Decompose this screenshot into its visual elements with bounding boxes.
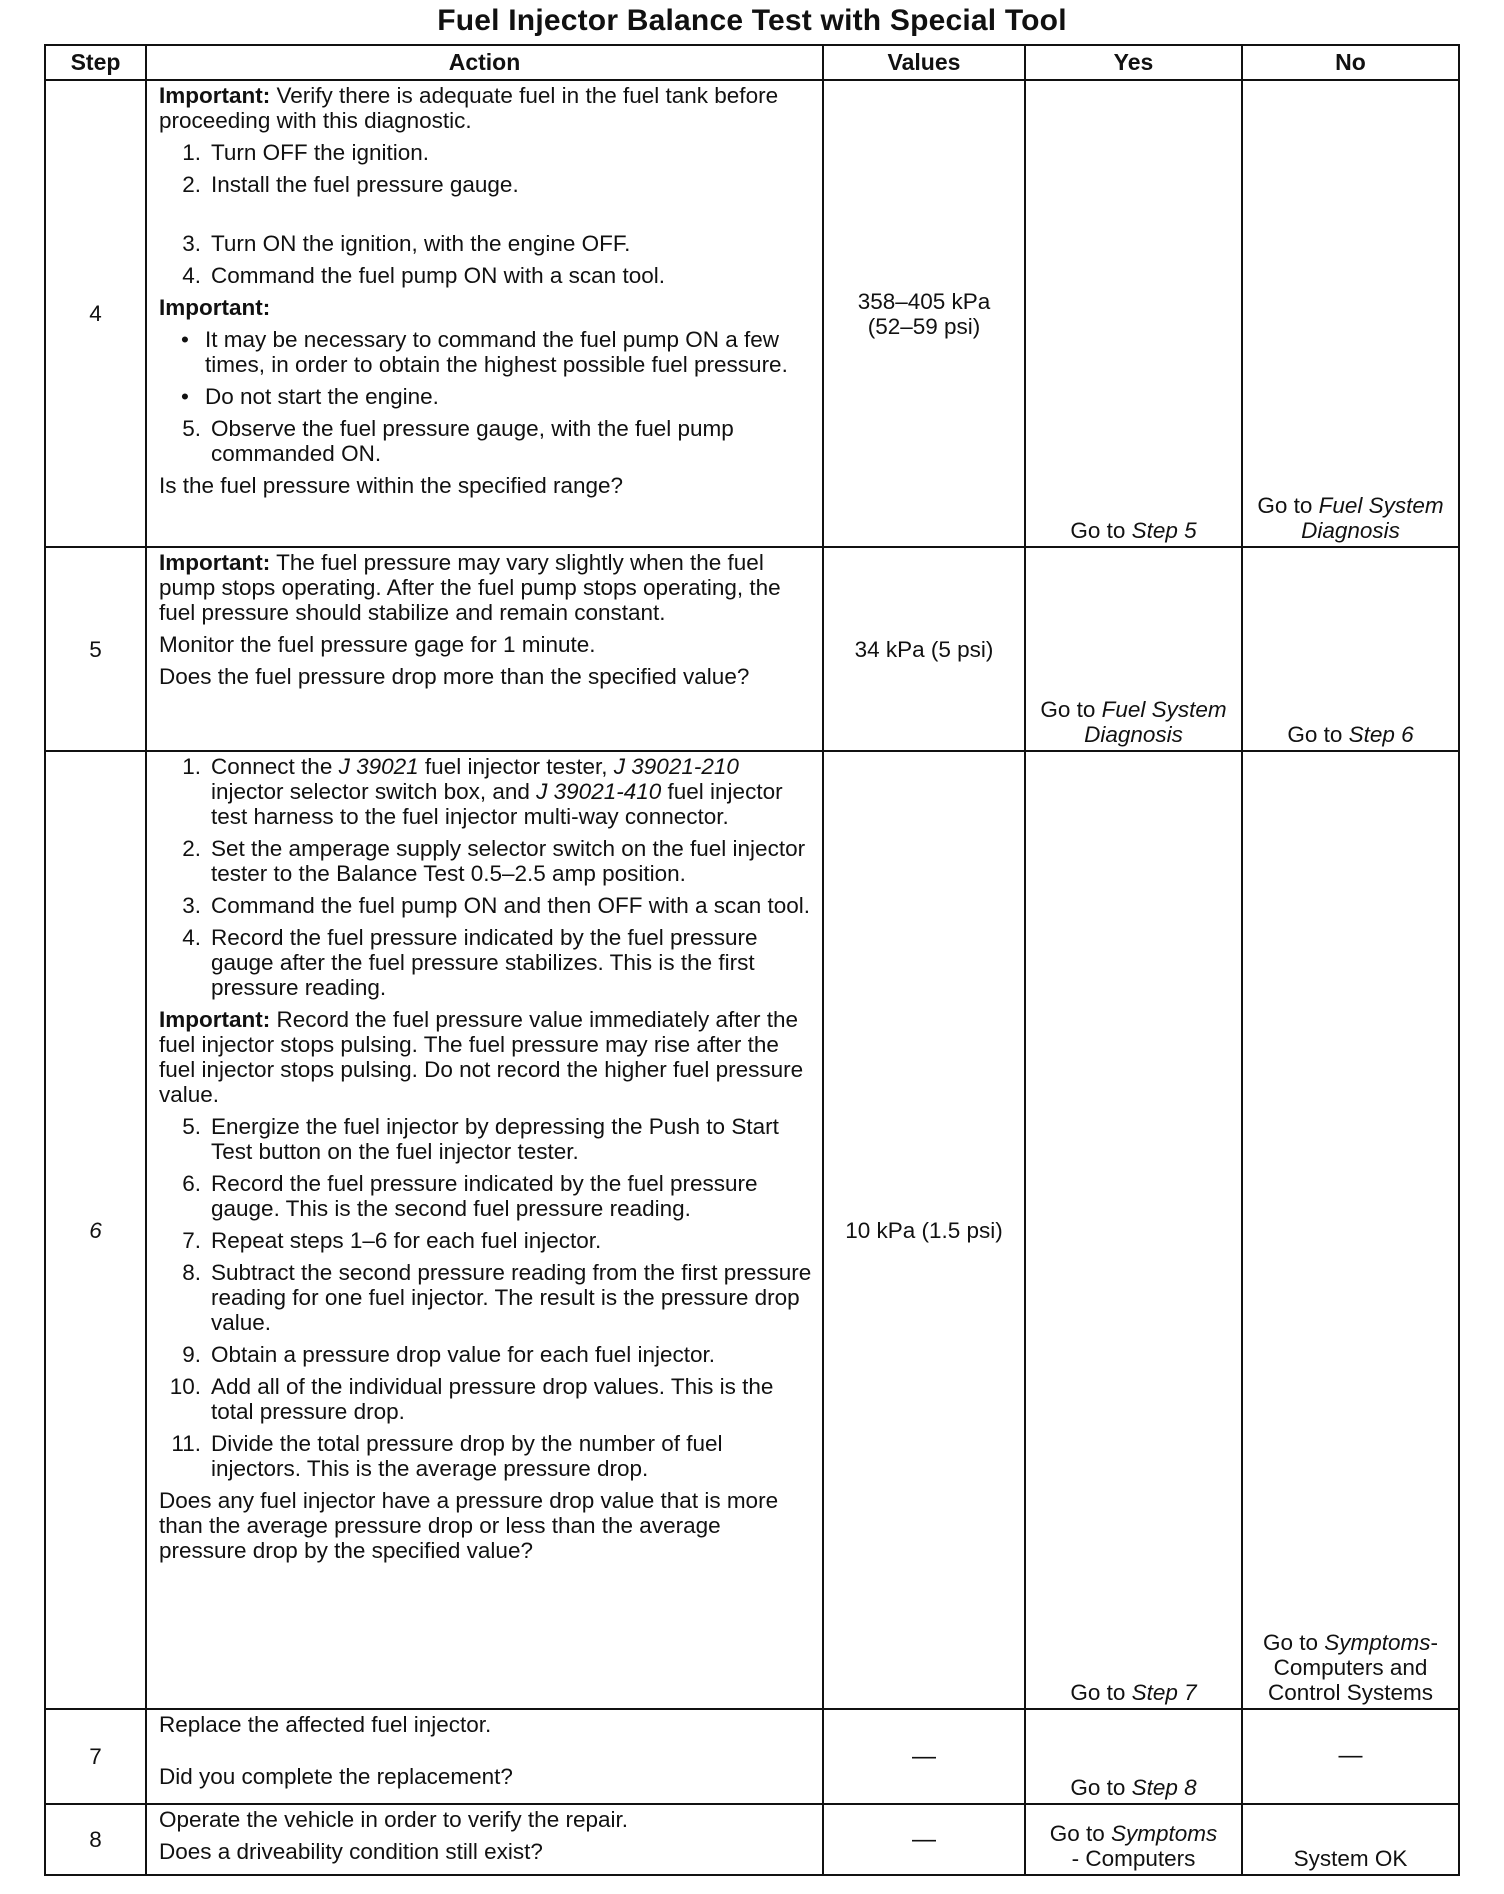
important-label: Important: — [159, 295, 271, 320]
yes-link[interactable]: Step 8 — [1131, 1775, 1197, 1800]
list-item — [159, 1171, 814, 1221]
question-text: Does any fuel injector have a pressure drop value that is more than the average pressure drop or less than the average pressure drop by the specified value? — [159, 1488, 779, 1563]
item-number: 4. — [182, 263, 201, 288]
yes-prefix: Go to — [1070, 1680, 1132, 1705]
item-number: 9. — [182, 1342, 201, 1367]
item-number: 10. — [169, 1374, 201, 1399]
table-row-step-4 — [45, 80, 1459, 547]
table-row-step-6 — [45, 751, 1459, 1709]
item-number: 1. — [182, 140, 201, 165]
action-cell — [146, 1804, 823, 1875]
values-line: (52–59 psi) — [867, 313, 981, 339]
bullet-text: It may be necessary to command the fuel pump ON a few times, in order to obtain the highest possible fuel pressure. — [205, 327, 788, 377]
yes-cell — [1025, 547, 1242, 751]
action-text: Operate the vehicle in order to verify the repair. — [159, 1807, 628, 1832]
item-text: Install the fuel pressure gauge. — [211, 172, 519, 197]
bullet-item — [159, 327, 814, 377]
no-prefix: Go to — [1287, 722, 1349, 747]
no-suffix: - Computers and Control Systems — [1267, 1630, 1439, 1705]
bullet-icon: • — [181, 327, 189, 352]
question-text: Is the fuel pressure within the specified range? — [159, 473, 624, 498]
header-row — [45, 45, 1459, 80]
no-cell — [1242, 751, 1459, 1709]
important-label: Important: — [159, 83, 271, 108]
important-text: Verify there is adequate fuel in the fuel tank before proceeding with this diagnostic. — [159, 83, 779, 133]
item-text: Set the amperage supply selector switch on the fuel injector tester to the Balance Test 0.5–2.5 amp position. — [211, 836, 806, 886]
yes-prefix: Go to — [1040, 697, 1102, 722]
bullet-item — [159, 384, 814, 409]
item-text-part: injector selector switch box, and — [211, 779, 537, 804]
values-cell: — — [823, 1804, 1025, 1875]
values-cell: 34 kPa (5 psi) — [823, 547, 1025, 751]
spacer — [159, 197, 814, 231]
no-cell — [1242, 547, 1459, 751]
step-number: 7 — [45, 1709, 146, 1804]
item-text: Repeat steps 1–6 for each fuel injector. — [211, 1228, 602, 1253]
item-text-part: fuel injector tester, — [418, 754, 614, 779]
item-text: Obtain a pressure drop value for each fuel injector. — [211, 1342, 716, 1367]
no-link[interactable]: Symptoms — [1324, 1630, 1431, 1655]
list-item — [159, 1228, 814, 1253]
no-cell — [1242, 80, 1459, 547]
list-item — [159, 1114, 814, 1164]
no-prefix: Go to — [1262, 1630, 1325, 1655]
yes-suffix: - Computers — [1071, 1846, 1196, 1871]
important-label: Important: — [159, 550, 271, 575]
yes-prefix: Go to — [1070, 1775, 1132, 1800]
tool-number: J 39021 — [338, 754, 419, 779]
item-number: 5. — [182, 416, 201, 441]
item-text — [211, 754, 814, 829]
important-note — [159, 83, 814, 133]
list-item — [159, 754, 814, 829]
item-text: Divide the total pressure drop by the number of fuel injectors. This is the average pressure drop. — [211, 1431, 723, 1481]
step-number-text: 6 — [89, 1217, 102, 1243]
list-item — [159, 1342, 814, 1367]
yes-cell — [1025, 1709, 1242, 1804]
header-yes: Yes — [1025, 45, 1242, 80]
table-row-step-5 — [45, 547, 1459, 751]
list-item — [159, 1374, 814, 1424]
item-number: 2. — [182, 172, 201, 197]
action-cell — [146, 1709, 823, 1804]
list-item — [159, 263, 814, 288]
yes-link[interactable]: Fuel System Diagnosis — [1084, 697, 1227, 747]
no-prefix: Go to — [1257, 493, 1319, 518]
item-text-part: Connect the — [211, 754, 339, 779]
item-number: 3. — [182, 893, 201, 918]
action-cell — [146, 547, 823, 751]
item-text: Record the fuel pressure indicated by the fuel pressure gauge. This is the second fuel pressure reading. — [211, 1171, 758, 1221]
list-item — [159, 836, 814, 886]
action-text: Monitor the fuel pressure gage for 1 minute. — [159, 632, 596, 657]
step-number: 8 — [45, 1804, 146, 1875]
header-values: Values — [823, 45, 1025, 80]
item-text: Command the fuel pump ON and then OFF with a scan tool. — [211, 893, 811, 918]
question-text: Does the fuel pressure drop more than the specified value? — [159, 664, 750, 689]
list-item — [159, 925, 814, 1000]
no-link[interactable]: Fuel System Diagnosis — [1301, 493, 1444, 543]
important-note — [159, 550, 814, 625]
no-link[interactable]: Step 6 — [1348, 722, 1414, 747]
step-number: 4 — [45, 80, 146, 547]
item-text: Add all of the individual pressure drop values. This is the total pressure drop. — [211, 1374, 774, 1424]
values-cell: 10 kPa (1.5 psi) — [823, 751, 1025, 1709]
yes-cell — [1025, 1804, 1242, 1875]
item-number: 6. — [182, 1171, 201, 1196]
item-text: Observe the fuel pressure gauge, with the fuel pump commanded ON. — [211, 416, 734, 466]
yes-link[interactable]: Symptoms — [1111, 1821, 1218, 1846]
item-number: 3. — [182, 231, 201, 256]
action-text: Replace the affected fuel injector. — [159, 1712, 492, 1737]
item-number: 11. — [171, 1431, 201, 1456]
list-item — [159, 416, 814, 466]
list-item — [159, 1260, 814, 1335]
bullet-icon: • — [181, 384, 189, 409]
tool-number: J 39021-410 — [536, 779, 662, 804]
list-item — [159, 231, 814, 256]
item-text: Record the fuel pressure indicated by the fuel pressure gauge after the fuel pressure stabilizes. This is the first pressure reading. — [211, 925, 758, 1000]
bullet-text: Do not start the engine. — [205, 384, 439, 409]
important-label: Important: — [159, 1007, 271, 1032]
yes-cell — [1025, 80, 1242, 547]
action-cell — [146, 751, 823, 1709]
item-number: 5. — [182, 1114, 201, 1139]
item-text: Command the fuel pump ON with a scan tool. — [211, 263, 665, 288]
tool-number: J 39021-210 — [613, 754, 739, 779]
spacer — [159, 1744, 814, 1764]
list-item — [159, 140, 814, 165]
item-text: Subtract the second pressure reading from the first pressure reading for one fuel injector. The result is the pressure drop value. — [211, 1260, 812, 1335]
table-row-step-8 — [45, 1804, 1459, 1875]
question-text: Did you complete the replacement? — [159, 1764, 513, 1789]
item-number: 2. — [182, 836, 201, 861]
values-line: 358–405 kPa — [857, 288, 991, 314]
no-cell: System OK — [1242, 1804, 1459, 1875]
yes-prefix: Go to — [1070, 518, 1132, 543]
important-text: The fuel pressure may vary slightly when the fuel pump stops operating. After the fuel pump stops operating, the fuel pressure should stabilize and remain constant. — [159, 550, 781, 625]
item-number: 7. — [182, 1228, 201, 1253]
question-text: Does a driveability condition still exist? — [159, 1839, 543, 1864]
item-text: Energize the fuel injector by depressing the Push to Start Test button on the fuel injector tester. — [211, 1114, 779, 1164]
page-title: Fuel Injector Balance Test with Special Tool — [437, 4, 1067, 37]
step-number — [45, 751, 146, 1709]
no-cell: — — [1242, 1709, 1459, 1804]
item-text: Turn ON the ignition, with the engine OFF. — [211, 231, 631, 256]
important-note — [159, 1007, 814, 1107]
header-no: No — [1242, 45, 1459, 80]
step-number: 5 — [45, 547, 146, 751]
important-text: Record the fuel pressure value immediately after the fuel injector stops pulsing. The fuel pressure may rise after the fuel injector stops pulsing. Do not record the higher fuel pressure value. — [159, 1007, 804, 1107]
yes-link[interactable]: Step 5 — [1131, 518, 1197, 543]
values-cell: — — [823, 1709, 1025, 1804]
item-number: 1. — [182, 754, 201, 779]
table-row-step-7 — [45, 1709, 1459, 1804]
item-number: 4. — [182, 925, 201, 950]
item-text-part: fuel injector test harness to the fuel injector multi-way connector. — [211, 779, 783, 829]
values-cell — [823, 80, 1025, 547]
yes-cell — [1025, 751, 1242, 1709]
item-text: Turn OFF the ignition. — [211, 140, 430, 165]
item-number: 8. — [182, 1260, 201, 1285]
list-item — [159, 172, 814, 197]
header-action: Action — [146, 45, 823, 80]
yes-link[interactable]: Step 7 — [1131, 1680, 1197, 1705]
list-item — [159, 893, 814, 918]
diagnostic-table — [44, 44, 1460, 1876]
list-item — [159, 1431, 814, 1481]
header-step: Step — [45, 45, 146, 80]
important-note — [159, 295, 814, 320]
yes-prefix: Go to — [1049, 1821, 1111, 1846]
action-cell — [146, 80, 823, 547]
